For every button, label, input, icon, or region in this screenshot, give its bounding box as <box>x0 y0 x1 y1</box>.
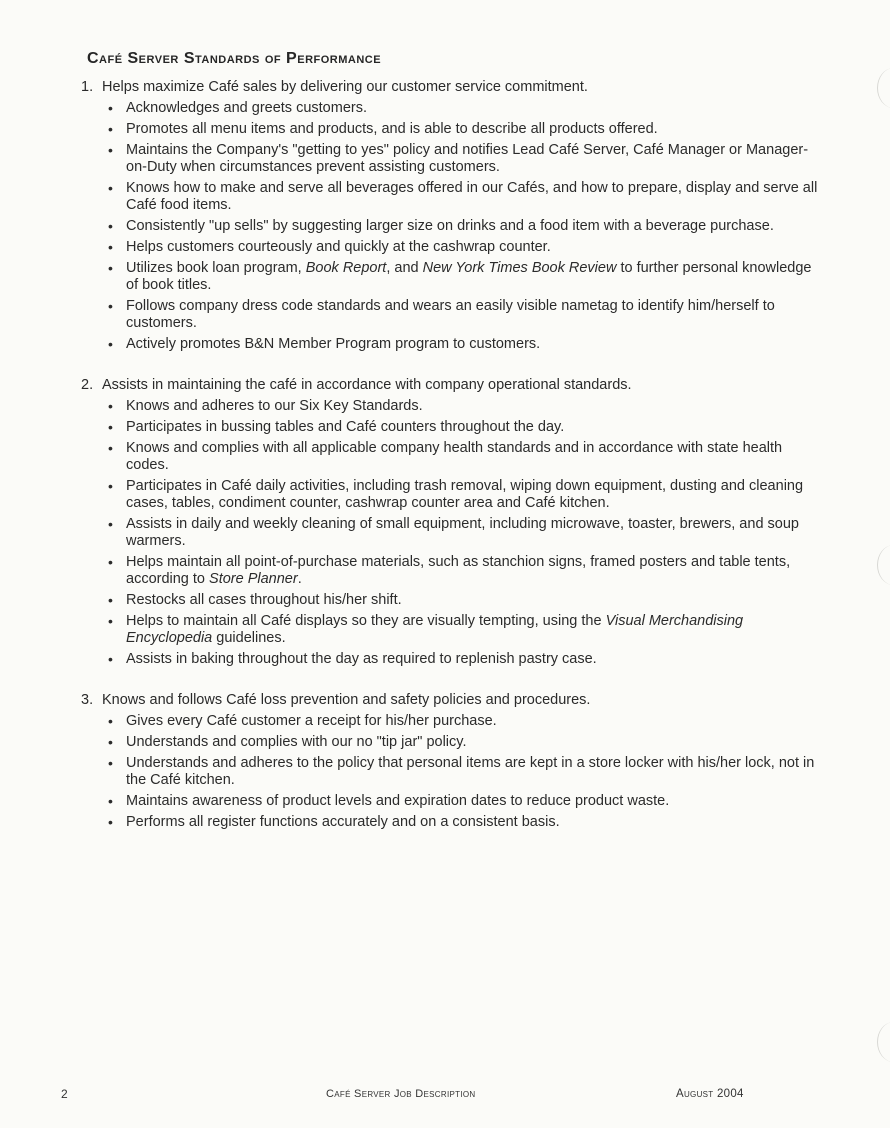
list-item <box>104 554 826 588</box>
bullet-icon: • <box>108 260 113 276</box>
bullet-icon: • <box>108 613 113 629</box>
list-item <box>104 100 826 117</box>
bullet-icon: • <box>108 478 113 494</box>
list-item-text: Helps maintain all point-of-purchase materials, such as stanchion signs, framed posters and table tents, according to <box>126 554 791 587</box>
list-item-text: Knows and complies with all applicable company health standards and in accordance with state health codes. <box>126 440 783 473</box>
bullet-icon: • <box>108 239 113 255</box>
list-item-italic-title: Store Planner <box>209 571 298 587</box>
list-item-text: Acknowledges and greets customers. <box>126 100 367 116</box>
list-item <box>104 121 826 138</box>
footer-document-title: Café Server Job Description <box>326 1088 476 1100</box>
section-3 <box>81 691 826 831</box>
list-item-text: Follows company dress code standards and wears an easily visible nametag to identify him/herself to customers. <box>126 298 775 331</box>
list-item-italic-title: New York Times Book Review <box>422 260 617 276</box>
list-item <box>104 613 826 647</box>
list-item-italic-title: Book Report <box>305 260 387 276</box>
section-number: 1. <box>81 79 94 95</box>
list-item <box>104 180 826 214</box>
list-item <box>104 793 826 810</box>
section-heading-text: Knows and follows Café loss prevention and safety policies and procedures. <box>102 692 591 708</box>
bullet-icon: • <box>108 298 113 314</box>
list-item <box>104 814 826 831</box>
bullet-icon: • <box>108 121 113 137</box>
bullet-list <box>81 100 826 353</box>
list-item-text: Assists in baking throughout the day as required to replenish pastry case. <box>126 651 597 667</box>
list-item-text: Understands and complies with our no "tip jar" policy. <box>126 734 467 750</box>
list-item <box>104 734 826 751</box>
sections-container <box>81 78 826 854</box>
bullet-icon: • <box>108 440 113 456</box>
list-item-text: to further personal knowledge of book titles. <box>126 260 812 293</box>
list-item-text: , and <box>386 260 423 276</box>
bullet-icon: • <box>108 734 113 750</box>
list-item-text: Performs all register functions accurately and on a consistent basis. <box>126 814 560 830</box>
list-item <box>104 651 826 668</box>
list-item <box>104 298 826 332</box>
list-item-text: Understands and adheres to the policy that personal items are kept in a store locker with his/her lock, not in the Café kitchen. <box>126 755 815 788</box>
bullet-icon: • <box>108 100 113 116</box>
bullet-icon: • <box>108 398 113 414</box>
list-item <box>104 755 826 789</box>
section-heading <box>81 78 826 97</box>
section-1 <box>81 78 826 353</box>
list-item <box>104 713 826 730</box>
list-item <box>104 592 826 609</box>
list-item <box>104 336 826 353</box>
section-heading-text: Helps maximize Café sales by delivering our customer service commitment. <box>102 79 588 95</box>
list-item-text: Knows and adheres to our Six Key Standards. <box>126 398 423 414</box>
footer-date: August 2004 <box>676 1088 744 1100</box>
list-item-text: Helps to maintain all Café displays so they are visually tempting, using the <box>126 613 606 629</box>
bullet-icon: • <box>108 336 113 352</box>
list-item-text: Knows how to make and serve all beverages offered in our Cafés, and how to prepare, display and serve all Café food items. <box>126 180 818 213</box>
list-item <box>104 478 826 512</box>
list-item-text: . <box>297 571 302 587</box>
list-item <box>104 516 826 550</box>
section-number: 2. <box>81 377 94 393</box>
bullet-icon: • <box>108 651 113 667</box>
bullet-icon: • <box>108 554 113 570</box>
page-title: Café Server Standards of Performance <box>87 50 382 67</box>
list-item-text: Helps customers courteously and quickly at the cashwrap counter. <box>126 239 551 255</box>
section-number: 3. <box>81 692 94 708</box>
list-item-text: Assists in daily and weekly cleaning of small equipment, including microwave, toaster, brewers, and soup warmers. <box>126 516 799 549</box>
section-heading <box>81 376 826 395</box>
list-item-text: Promotes all menu items and products, and is able to describe all products offered. <box>126 121 658 137</box>
section-heading-text: Assists in maintaining the café in accordance with company operational standards. <box>102 377 632 393</box>
section-2 <box>81 376 826 668</box>
binder-hole-middle <box>877 545 890 585</box>
list-item <box>104 218 826 235</box>
list-item <box>104 260 826 294</box>
list-item <box>104 142 826 176</box>
binder-hole-top <box>877 68 890 108</box>
bullet-icon: • <box>108 516 113 532</box>
section-heading <box>81 691 826 710</box>
list-item-text: Restocks all cases throughout his/her shift. <box>126 592 402 608</box>
bullet-icon: • <box>108 419 113 435</box>
bullet-icon: • <box>108 793 113 809</box>
list-item-text: Participates in bussing tables and Café counters throughout the day. <box>126 419 565 435</box>
list-item <box>104 419 826 436</box>
list-item <box>104 239 826 256</box>
bullet-icon: • <box>108 814 113 830</box>
bullet-icon: • <box>108 592 113 608</box>
bullet-icon: • <box>108 218 113 234</box>
list-item-text: Actively promotes B&N Member Program program to customers. <box>126 336 541 352</box>
bullet-list <box>81 398 826 668</box>
footer-page-number: 2 <box>61 1087 68 1101</box>
bullet-icon: • <box>108 755 113 771</box>
bullet-icon: • <box>108 142 113 158</box>
list-item-text: Gives every Café customer a receipt for his/her purchase. <box>126 713 497 729</box>
binder-hole-bottom <box>877 1022 890 1062</box>
bullet-icon: • <box>108 713 113 729</box>
list-item-text: Maintains awareness of product levels and expiration dates to reduce product waste. <box>126 793 670 809</box>
list-item <box>104 398 826 415</box>
list-item-text: Participates in Café daily activities, including trash removal, wiping down equipment, dusting and cleaning cases, tables, condiment counter, cashwrap counter area and Café kitchen. <box>126 478 804 511</box>
list-item-italic-title: Visual Merchandising Encyclopedia <box>126 613 744 646</box>
list-item <box>104 440 826 474</box>
bullet-icon: • <box>108 180 113 196</box>
list-item-text: Consistently "up sells" by suggesting larger size on drinks and a food item with a beverage purchase. <box>126 218 774 234</box>
bullet-list <box>81 713 826 831</box>
list-item-text: Utilizes book loan program, <box>126 260 306 276</box>
list-item-text: guidelines. <box>212 630 286 646</box>
list-item-text: Maintains the Company's "getting to yes" policy and notifies Lead Café Server, Café Manager or Manager-on-Duty when circumstances prevent assisting customers. <box>126 142 809 175</box>
